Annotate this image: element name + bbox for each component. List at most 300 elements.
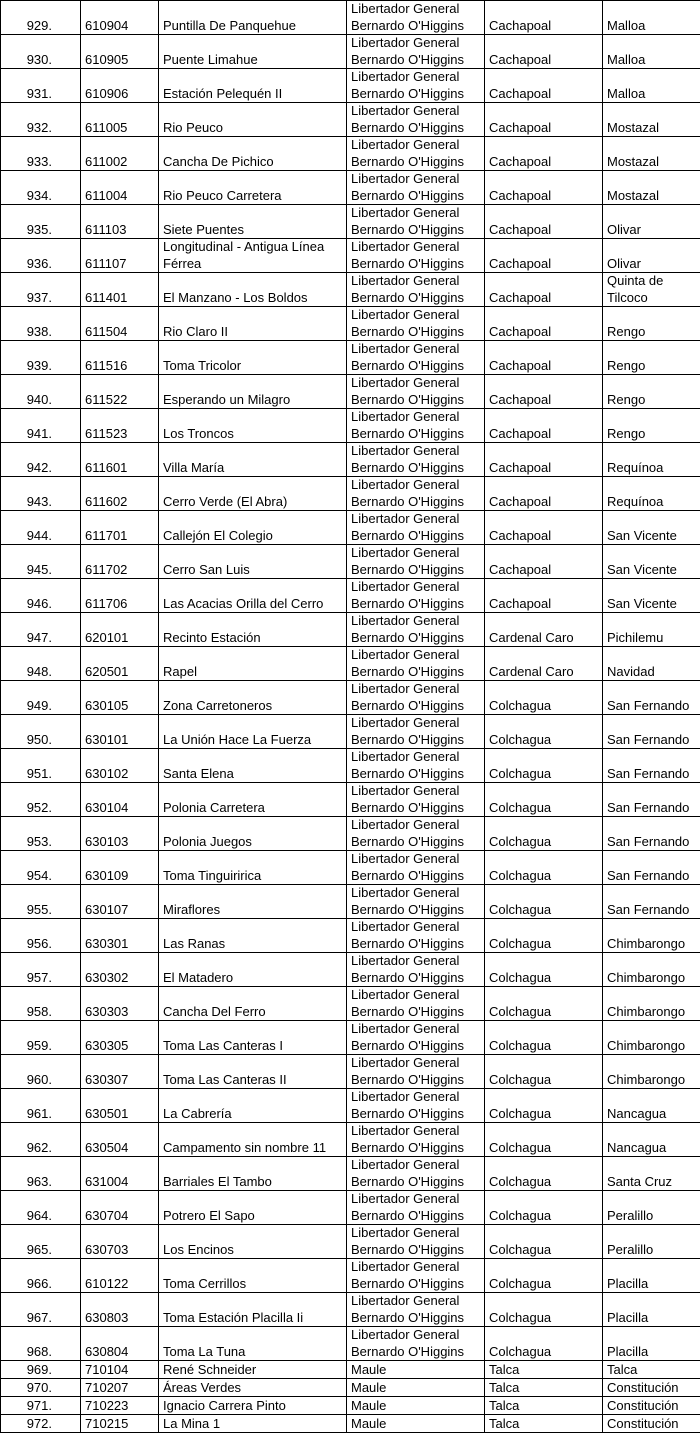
province-cell: Cachapoal — [485, 1, 603, 35]
province-cell: Cachapoal — [485, 171, 603, 205]
settlement-name-cell: Rio Peuco — [159, 103, 347, 137]
province-cell: Colchagua — [485, 1225, 603, 1259]
commune-cell: Nancagua — [603, 1123, 700, 1157]
settlement-name-cell: Toma Cerrillos — [159, 1259, 347, 1293]
row-number-cell: 963. — [1, 1157, 81, 1191]
table-row — [1, 1259, 700, 1293]
row-number-cell: 958. — [1, 987, 81, 1021]
code-cell: 630103 — [81, 817, 159, 851]
settlement-name-cell: Puente Limahue — [159, 35, 347, 69]
region-cell: Libertador General Bernardo O'Higgins — [347, 1123, 485, 1157]
code-cell: 630803 — [81, 1293, 159, 1327]
row-number-cell: 946. — [1, 579, 81, 613]
row-number-cell: 959. — [1, 1021, 81, 1055]
commune-cell: Santa Cruz — [603, 1157, 700, 1191]
commune-cell: Malloa — [603, 69, 700, 103]
table-row — [1, 511, 700, 545]
province-cell: Cachapoal — [485, 477, 603, 511]
table-row — [1, 1415, 700, 1433]
settlement-name-cell: Toma Tricolor — [159, 341, 347, 375]
code-cell: 630804 — [81, 1327, 159, 1361]
commune-cell: Mostazal — [603, 137, 700, 171]
table-row — [1, 477, 700, 511]
province-cell: Colchagua — [485, 715, 603, 749]
province-cell: Colchagua — [485, 749, 603, 783]
code-cell: 630302 — [81, 953, 159, 987]
code-cell: 611004 — [81, 171, 159, 205]
settlement-name-cell: Longitudinal - Antigua Línea Férrea — [159, 239, 347, 273]
region-cell: Libertador General Bernardo O'Higgins — [347, 749, 485, 783]
code-cell: 630102 — [81, 749, 159, 783]
region-cell: Libertador General Bernardo O'Higgins — [347, 1, 485, 35]
region-cell: Libertador General Bernardo O'Higgins — [347, 851, 485, 885]
code-cell: 611107 — [81, 239, 159, 273]
province-cell: Cachapoal — [485, 239, 603, 273]
table-row — [1, 1327, 700, 1361]
commune-cell: San Fernando — [603, 749, 700, 783]
code-cell: 710104 — [81, 1361, 159, 1379]
settlement-name-cell: Toma Estación Placilla Ii — [159, 1293, 347, 1327]
region-cell: Libertador General Bernardo O'Higgins — [347, 1259, 485, 1293]
settlement-name-cell: Miraflores — [159, 885, 347, 919]
settlement-name-cell: Las Ranas — [159, 919, 347, 953]
commune-cell: Chimbarongo — [603, 987, 700, 1021]
row-number-cell: 951. — [1, 749, 81, 783]
region-cell: Libertador General Bernardo O'Higgins — [347, 171, 485, 205]
commune-cell: San Fernando — [603, 851, 700, 885]
province-cell: Cachapoal — [485, 545, 603, 579]
row-number-cell: 930. — [1, 35, 81, 69]
settlement-name-cell: Los Troncos — [159, 409, 347, 443]
code-cell: 611601 — [81, 443, 159, 477]
table-row — [1, 715, 700, 749]
province-cell: Colchagua — [485, 1327, 603, 1361]
table-row — [1, 273, 700, 307]
commune-cell: Chimbarongo — [603, 1021, 700, 1055]
table-row — [1, 307, 700, 341]
settlement-name-cell: Recinto Estación — [159, 613, 347, 647]
code-cell: 630101 — [81, 715, 159, 749]
region-cell: Libertador General Bernardo O'Higgins — [347, 375, 485, 409]
province-cell: Cachapoal — [485, 511, 603, 545]
table-row — [1, 579, 700, 613]
settlement-name-cell: El Manzano - Los Boldos — [159, 273, 347, 307]
settlement-name-cell: La Cabrería — [159, 1089, 347, 1123]
row-number-cell: 955. — [1, 885, 81, 919]
table-row — [1, 341, 700, 375]
code-cell: 610122 — [81, 1259, 159, 1293]
table-row — [1, 1225, 700, 1259]
province-cell: Cachapoal — [485, 35, 603, 69]
province-cell: Colchagua — [485, 885, 603, 919]
commune-cell: Nancagua — [603, 1089, 700, 1123]
row-number-cell: 947. — [1, 613, 81, 647]
commune-cell: San Fernando — [603, 715, 700, 749]
region-cell: Libertador General Bernardo O'Higgins — [347, 885, 485, 919]
code-cell: 611701 — [81, 511, 159, 545]
region-cell: Libertador General Bernardo O'Higgins — [347, 1225, 485, 1259]
province-cell: Colchagua — [485, 1259, 603, 1293]
settlement-name-cell: Potrero El Sapo — [159, 1191, 347, 1225]
code-cell: 611602 — [81, 477, 159, 511]
settlement-name-cell: Campamento sin nombre 11 — [159, 1123, 347, 1157]
province-cell: Cachapoal — [485, 443, 603, 477]
province-cell: Colchagua — [485, 953, 603, 987]
commune-cell: Chimbarongo — [603, 919, 700, 953]
commune-cell: Mostazal — [603, 171, 700, 205]
settlement-name-cell: Las Acacias Orilla del Cerro — [159, 579, 347, 613]
settlement-name-cell: Estación Pelequén II — [159, 69, 347, 103]
table-row — [1, 749, 700, 783]
region-cell: Libertador General Bernardo O'Higgins — [347, 1021, 485, 1055]
region-cell: Libertador General Bernardo O'Higgins — [347, 35, 485, 69]
region-cell: Maule — [347, 1379, 485, 1397]
province-cell: Colchagua — [485, 919, 603, 953]
province-cell: Colchagua — [485, 1293, 603, 1327]
table-row — [1, 1, 700, 35]
province-cell: Colchagua — [485, 1055, 603, 1089]
commune-cell: Navidad — [603, 647, 700, 681]
table-row — [1, 613, 700, 647]
row-number-cell: 939. — [1, 341, 81, 375]
code-cell: 611005 — [81, 103, 159, 137]
row-number-cell: 938. — [1, 307, 81, 341]
province-cell: Cardenal Caro — [485, 613, 603, 647]
code-cell: 610904 — [81, 1, 159, 35]
commune-cell: Placilla — [603, 1293, 700, 1327]
row-number-cell: 929. — [1, 1, 81, 35]
row-number-cell: 967. — [1, 1293, 81, 1327]
commune-cell: Olivar — [603, 239, 700, 273]
row-number-cell: 956. — [1, 919, 81, 953]
code-cell: 710215 — [81, 1415, 159, 1433]
table-row — [1, 987, 700, 1021]
settlement-name-cell: Toma Las Canteras I — [159, 1021, 347, 1055]
table-row — [1, 1361, 700, 1379]
province-cell: Colchagua — [485, 783, 603, 817]
code-cell: 620501 — [81, 647, 159, 681]
code-cell: 630303 — [81, 987, 159, 1021]
commune-cell: Constitución — [603, 1379, 700, 1397]
code-cell: 610905 — [81, 35, 159, 69]
province-cell: Cachapoal — [485, 307, 603, 341]
row-number-cell: 965. — [1, 1225, 81, 1259]
table-body — [1, 1, 700, 1433]
region-cell: Libertador General Bernardo O'Higgins — [347, 137, 485, 171]
province-cell: Cachapoal — [485, 375, 603, 409]
province-cell: Colchagua — [485, 681, 603, 715]
region-cell: Libertador General Bernardo O'Higgins — [347, 545, 485, 579]
region-cell: Libertador General Bernardo O'Higgins — [347, 205, 485, 239]
province-cell: Colchagua — [485, 1157, 603, 1191]
commune-cell: Rengo — [603, 307, 700, 341]
province-cell: Talca — [485, 1397, 603, 1415]
settlement-name-cell: Toma Las Canteras II — [159, 1055, 347, 1089]
table-row — [1, 375, 700, 409]
province-cell: Colchagua — [485, 1123, 603, 1157]
table-row — [1, 783, 700, 817]
row-number-cell: 942. — [1, 443, 81, 477]
code-cell: 630107 — [81, 885, 159, 919]
row-number-cell: 949. — [1, 681, 81, 715]
table-row — [1, 1123, 700, 1157]
commune-cell: Talca — [603, 1361, 700, 1379]
region-cell: Libertador General Bernardo O'Higgins — [347, 613, 485, 647]
region-cell: Libertador General Bernardo O'Higgins — [347, 511, 485, 545]
code-cell: 630105 — [81, 681, 159, 715]
region-cell: Libertador General Bernardo O'Higgins — [347, 273, 485, 307]
row-number-cell: 937. — [1, 273, 81, 307]
commune-cell: Peralillo — [603, 1191, 700, 1225]
code-cell: 710207 — [81, 1379, 159, 1397]
code-cell: 611103 — [81, 205, 159, 239]
settlement-name-cell: Ignacio Carrera Pinto — [159, 1397, 347, 1415]
commune-cell: San Vicente — [603, 511, 700, 545]
region-cell: Libertador General Bernardo O'Higgins — [347, 307, 485, 341]
region-cell: Libertador General Bernardo O'Higgins — [347, 409, 485, 443]
province-cell: Talca — [485, 1361, 603, 1379]
region-cell: Libertador General Bernardo O'Higgins — [347, 239, 485, 273]
table-row — [1, 137, 700, 171]
code-cell: 630109 — [81, 851, 159, 885]
settlement-name-cell: Callejón El Colegio — [159, 511, 347, 545]
settlement-name-cell: Villa María — [159, 443, 347, 477]
commune-cell: Requínoa — [603, 477, 700, 511]
row-number-cell: 934. — [1, 171, 81, 205]
row-number-cell: 950. — [1, 715, 81, 749]
row-number-cell: 936. — [1, 239, 81, 273]
commune-cell: Rengo — [603, 409, 700, 443]
region-cell: Maule — [347, 1397, 485, 1415]
settlement-name-cell: Rio Peuco Carretera — [159, 171, 347, 205]
region-cell: Libertador General Bernardo O'Higgins — [347, 715, 485, 749]
code-cell: 611516 — [81, 341, 159, 375]
province-cell: Cachapoal — [485, 579, 603, 613]
settlement-name-cell: Santa Elena — [159, 749, 347, 783]
settlement-name-cell: Rapel — [159, 647, 347, 681]
region-cell: Libertador General Bernardo O'Higgins — [347, 1089, 485, 1123]
commune-cell: Constitución — [603, 1397, 700, 1415]
table-row — [1, 35, 700, 69]
table-row — [1, 171, 700, 205]
row-number-cell: 948. — [1, 647, 81, 681]
code-cell: 630704 — [81, 1191, 159, 1225]
table-row — [1, 1191, 700, 1225]
region-cell: Libertador General Bernardo O'Higgins — [347, 443, 485, 477]
code-cell: 630307 — [81, 1055, 159, 1089]
row-number-cell: 971. — [1, 1397, 81, 1415]
region-cell: Libertador General Bernardo O'Higgins — [347, 103, 485, 137]
code-cell: 630501 — [81, 1089, 159, 1123]
commune-cell: San Vicente — [603, 545, 700, 579]
row-number-cell: 953. — [1, 817, 81, 851]
commune-cell: San Fernando — [603, 783, 700, 817]
table-row — [1, 103, 700, 137]
table-row — [1, 409, 700, 443]
settlement-name-cell: El Matadero — [159, 953, 347, 987]
commune-cell: San Fernando — [603, 817, 700, 851]
commune-cell: San Fernando — [603, 681, 700, 715]
row-number-cell: 964. — [1, 1191, 81, 1225]
table-row — [1, 1293, 700, 1327]
row-number-cell: 962. — [1, 1123, 81, 1157]
region-cell: Libertador General Bernardo O'Higgins — [347, 647, 485, 681]
row-number-cell: 941. — [1, 409, 81, 443]
row-number-cell: 935. — [1, 205, 81, 239]
region-cell: Maule — [347, 1415, 485, 1433]
commune-cell: Placilla — [603, 1327, 700, 1361]
code-cell: 620101 — [81, 613, 159, 647]
table-row — [1, 1021, 700, 1055]
region-cell: Libertador General Bernardo O'Higgins — [347, 579, 485, 613]
region-cell: Libertador General Bernardo O'Higgins — [347, 987, 485, 1021]
province-cell: Colchagua — [485, 1021, 603, 1055]
table-row — [1, 1397, 700, 1415]
row-number-cell: 954. — [1, 851, 81, 885]
code-cell: 630301 — [81, 919, 159, 953]
settlement-name-cell: La Mina 1 — [159, 1415, 347, 1433]
commune-cell: Chimbarongo — [603, 953, 700, 987]
row-number-cell: 931. — [1, 69, 81, 103]
region-cell: Libertador General Bernardo O'Higgins — [347, 681, 485, 715]
row-number-cell: 943. — [1, 477, 81, 511]
settlement-name-cell: Siete Puentes — [159, 205, 347, 239]
code-cell: 611401 — [81, 273, 159, 307]
commune-cell: Pichilemu — [603, 613, 700, 647]
row-number-cell: 970. — [1, 1379, 81, 1397]
province-cell: Cachapoal — [485, 103, 603, 137]
settlement-name-cell: Barriales El Tambo — [159, 1157, 347, 1191]
commune-cell: Olivar — [603, 205, 700, 239]
commune-cell: San Vicente — [603, 579, 700, 613]
row-number-cell: 966. — [1, 1259, 81, 1293]
table-row — [1, 681, 700, 715]
province-cell: Cardenal Caro — [485, 647, 603, 681]
settlement-name-cell: Cancha De Pichico — [159, 137, 347, 171]
table-row — [1, 919, 700, 953]
province-cell: Colchagua — [485, 1089, 603, 1123]
commune-cell: Constitución — [603, 1415, 700, 1433]
row-number-cell: 960. — [1, 1055, 81, 1089]
province-cell: Cachapoal — [485, 137, 603, 171]
table-row — [1, 817, 700, 851]
region-cell: Libertador General Bernardo O'Higgins — [347, 477, 485, 511]
settlement-name-cell: Esperando un Milagro — [159, 375, 347, 409]
settlement-name-cell: Cancha Del Ferro — [159, 987, 347, 1021]
code-cell: 630703 — [81, 1225, 159, 1259]
code-cell: 611523 — [81, 409, 159, 443]
province-cell: Cachapoal — [485, 409, 603, 443]
table-row — [1, 545, 700, 579]
commune-cell: Placilla — [603, 1259, 700, 1293]
code-cell: 631004 — [81, 1157, 159, 1191]
region-cell: Libertador General Bernardo O'Higgins — [347, 1191, 485, 1225]
settlement-name-cell: Polonia Carretera — [159, 783, 347, 817]
commune-cell: Chimbarongo — [603, 1055, 700, 1089]
province-cell: Talca — [485, 1379, 603, 1397]
province-cell: Talca — [485, 1415, 603, 1433]
code-cell: 630305 — [81, 1021, 159, 1055]
province-cell: Colchagua — [485, 817, 603, 851]
table-row — [1, 239, 700, 273]
code-cell: 630104 — [81, 783, 159, 817]
code-cell: 611702 — [81, 545, 159, 579]
region-cell: Libertador General Bernardo O'Higgins — [347, 1327, 485, 1361]
row-number-cell: 957. — [1, 953, 81, 987]
row-number-cell: 932. — [1, 103, 81, 137]
province-cell: Colchagua — [485, 851, 603, 885]
code-cell: 611002 — [81, 137, 159, 171]
province-cell: Cachapoal — [485, 69, 603, 103]
row-number-cell: 940. — [1, 375, 81, 409]
settlement-name-cell: Rio Claro II — [159, 307, 347, 341]
settlement-name-cell: Toma Tinguiririca — [159, 851, 347, 885]
commune-cell: Malloa — [603, 1, 700, 35]
row-number-cell: 969. — [1, 1361, 81, 1379]
code-cell: 710223 — [81, 1397, 159, 1415]
row-number-cell: 944. — [1, 511, 81, 545]
row-number-cell: 952. — [1, 783, 81, 817]
commune-cell: Quinta de Tilcoco — [603, 273, 700, 307]
settlement-name-cell: Polonia Juegos — [159, 817, 347, 851]
row-number-cell: 968. — [1, 1327, 81, 1361]
province-cell: Cachapoal — [485, 341, 603, 375]
table-row — [1, 69, 700, 103]
settlement-name-cell: Toma La Tuna — [159, 1327, 347, 1361]
table-row — [1, 1379, 700, 1397]
province-cell: Colchagua — [485, 987, 603, 1021]
settlement-name-cell: Zona Carretoneros — [159, 681, 347, 715]
commune-cell: Mostazal — [603, 103, 700, 137]
settlement-name-cell: René Schneider — [159, 1361, 347, 1379]
commune-cell: Peralillo — [603, 1225, 700, 1259]
table-row — [1, 443, 700, 477]
region-cell: Libertador General Bernardo O'Higgins — [347, 919, 485, 953]
settlement-name-cell: Áreas Verdes — [159, 1379, 347, 1397]
region-cell: Libertador General Bernardo O'Higgins — [347, 1055, 485, 1089]
region-cell: Libertador General Bernardo O'Higgins — [347, 69, 485, 103]
region-cell: Maule — [347, 1361, 485, 1379]
settlement-name-cell: Cerro Verde (El Abra) — [159, 477, 347, 511]
table-row — [1, 953, 700, 987]
commune-cell: Rengo — [603, 375, 700, 409]
table-row — [1, 851, 700, 885]
table-row — [1, 885, 700, 919]
commune-cell: Malloa — [603, 35, 700, 69]
province-cell: Colchagua — [485, 1191, 603, 1225]
settlement-name-cell: Puntilla De Panquehue — [159, 1, 347, 35]
code-cell: 610906 — [81, 69, 159, 103]
table-row — [1, 1055, 700, 1089]
region-cell: Libertador General Bernardo O'Higgins — [347, 817, 485, 851]
table-row — [1, 1089, 700, 1123]
region-cell: Libertador General Bernardo O'Higgins — [347, 1293, 485, 1327]
table-row — [1, 1157, 700, 1191]
settlement-name-cell: La Unión Hace La Fuerza — [159, 715, 347, 749]
region-cell: Libertador General Bernardo O'Higgins — [347, 341, 485, 375]
province-cell: Cachapoal — [485, 273, 603, 307]
row-number-cell: 933. — [1, 137, 81, 171]
row-number-cell: 961. — [1, 1089, 81, 1123]
table-row — [1, 205, 700, 239]
row-number-cell: 972. — [1, 1415, 81, 1433]
commune-cell: Requínoa — [603, 443, 700, 477]
code-cell: 611706 — [81, 579, 159, 613]
region-cell: Libertador General Bernardo O'Higgins — [347, 783, 485, 817]
row-number-cell: 945. — [1, 545, 81, 579]
code-cell: 611522 — [81, 375, 159, 409]
region-cell: Libertador General Bernardo O'Higgins — [347, 953, 485, 987]
